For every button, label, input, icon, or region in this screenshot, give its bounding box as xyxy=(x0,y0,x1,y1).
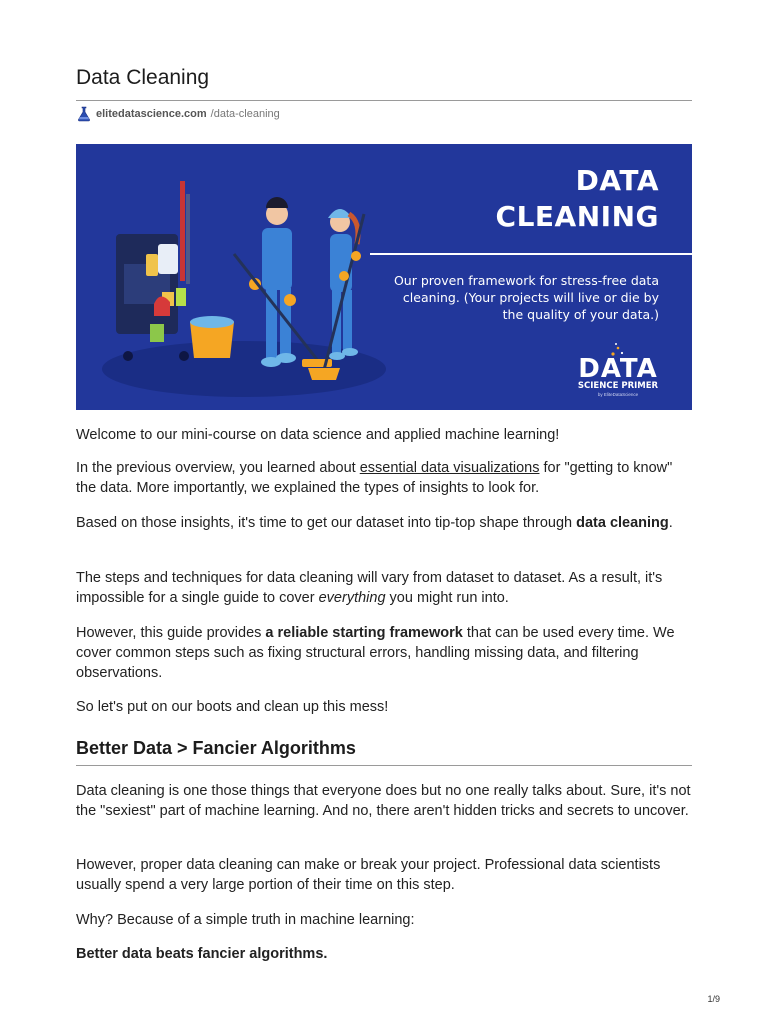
source-url[interactable] xyxy=(76,106,280,122)
p5-bold: a reliable starting framework xyxy=(265,625,463,641)
source-path[interactable]: /data-cleaning xyxy=(210,108,280,120)
title-divider xyxy=(76,100,692,101)
p3-bold: data cleaning xyxy=(576,515,669,531)
banner-title-line2: CLEANING xyxy=(495,200,659,233)
section-paragraph-1: Data cleaning is one those things that everyone does but no one really talks about. Sure, it's not the "sexiest" part of machine learning. And no, there aren't hidden tricks and secrets to uncover. xyxy=(76,783,691,819)
hero-banner xyxy=(76,144,692,410)
logo-byline: by EliteDataScience xyxy=(597,392,639,397)
page-title: Data Cleaning xyxy=(76,66,210,89)
p2-text-end: for "getting to know" the data. More importantly, we explained the types of insights to look for. xyxy=(76,460,673,496)
section-heading: Better Data > Fancier Algorithms xyxy=(76,738,356,758)
essential-data-visualizations-link[interactable]: essential data visualizations xyxy=(359,460,540,476)
banner-subtitle: Our proven framework for stress-free data cleaning. (Your projects will live or die by the quality of your data.) xyxy=(393,273,659,322)
data-science-primer-logo xyxy=(576,342,660,397)
p5-text-start: However, this guide provides xyxy=(76,625,266,641)
intro-paragraph-6: So let's put on our boots and clean up this mess! xyxy=(76,699,389,715)
p4-text-end: you might run into. xyxy=(385,590,509,606)
section-paragraph-3: Why? Because of a simple truth in machine learning: xyxy=(76,912,415,928)
page-number: 1/9 xyxy=(707,994,720,1004)
intro-paragraph-2 xyxy=(76,458,692,498)
cleaning-crew-illustration xyxy=(94,174,394,404)
intro-paragraph-4 xyxy=(76,568,692,608)
flask-icon xyxy=(76,106,92,122)
p4-text-start: The steps and techniques for data cleaning will vary from dataset to dataset. As a result, it's impossible for a single guide to cover xyxy=(76,570,663,606)
section-divider xyxy=(76,765,692,766)
intro-paragraph-5 xyxy=(76,623,692,683)
p3-text-start: Based on those insights, it's time to get our dataset into tip-top shape through xyxy=(76,515,577,531)
p3-text-end: . xyxy=(668,515,673,531)
source-domain[interactable]: elitedatascience.com xyxy=(96,108,207,120)
intro-paragraph-3 xyxy=(76,513,692,533)
banner-title-line1: DATA xyxy=(575,164,659,197)
section-paragraph-4: Better data beats fancier algorithms. xyxy=(76,946,328,962)
p2-text-start: In the previous overview, you learned about xyxy=(76,460,360,476)
section-paragraph-2: However, proper data cleaning can make or break your project. Professional data scientists usually spend a very large portion of their time on this step. xyxy=(76,857,661,893)
p4-emphasis: everything xyxy=(318,590,386,606)
banner-divider xyxy=(370,253,692,255)
intro-paragraph-1: Welcome to our mini-course on data science and applied machine learning! xyxy=(76,427,560,443)
logo-word: DATA xyxy=(578,354,658,384)
p5-text-end: that can be used every time. We cover common steps such as fixing structural errors, handling missing data, and filtering observations. xyxy=(76,625,675,681)
logo-subtitle: SCIENCE PRIMER xyxy=(577,381,659,391)
